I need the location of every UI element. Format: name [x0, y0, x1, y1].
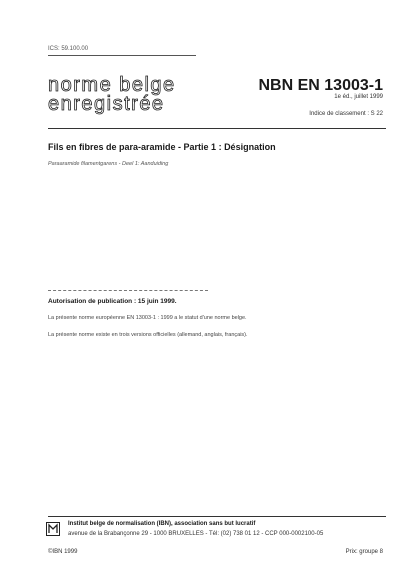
footer-divider — [48, 516, 386, 517]
ics-code: ICS: 59.100.00 — [48, 46, 89, 52]
versions-paragraph: La présente norme existe en trois versions officielles (allemand, anglais, français). — [48, 332, 248, 338]
ibn-logo-icon — [46, 522, 60, 536]
institute-address: avenue de la Brabançonne 29 - 1000 BRUXELLES - Tél: (02) 738 01 12 - CCP 000-0002100-05 — [68, 531, 324, 537]
status-paragraph: La présente norme européenne EN 13003-1 : 1999 a le statut d'une norme belge. — [48, 315, 247, 321]
document-title-dutch: Paraaramide filamentgarens - Deel 1: Aanduiding — [48, 161, 169, 167]
top-divider — [48, 55, 196, 56]
standard-number: NBN EN 13003-1 — [258, 77, 383, 94]
norme-belge-heading: norme belge — [48, 74, 176, 96]
classification-index: Indice de classement : S 22 — [309, 111, 383, 117]
copyright: ©IBN 1999 — [48, 549, 78, 555]
document-title-french: Fils en fibres de para-aramide - Partie 1 : Désignation — [48, 142, 276, 152]
publication-authorization: Autorisation de publication : 15 juin 1999. — [48, 298, 177, 305]
enregistree-heading: enregistrée — [48, 93, 165, 115]
edition-date: 1e éd., juillet 1999 — [334, 94, 383, 100]
header-divider — [48, 128, 386, 129]
body-divider — [48, 290, 208, 291]
institute-name: Institut belge de normalisation (IBN), association sans but lucratif — [68, 521, 256, 527]
price-group: Prix: groupe 8 — [345, 549, 383, 555]
